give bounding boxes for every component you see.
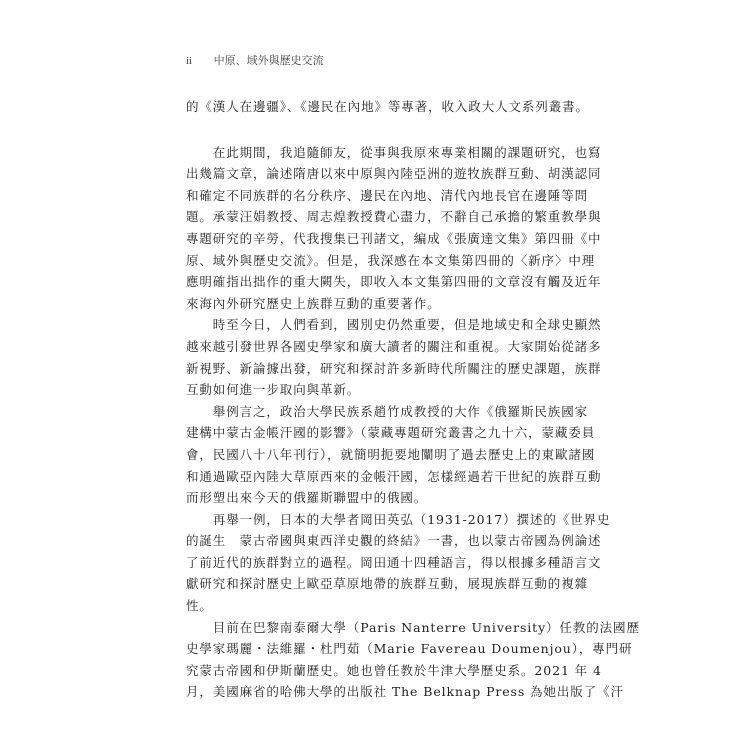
paragraph [186,142,602,315]
text-line: 互動如何進一步取向與革新。 [186,382,361,398]
text-line: 會，民國八十八年刊行），就簡明扼要地闡明了過去歷史上的東歐諸國 [186,446,596,462]
text-line: 史學家瑪麗・法維羅・杜門茹（Marie Favereau Doumenjou），專門研 [186,641,633,657]
text-line: 越來越引發世界各國史學家和廣大讀者的關注和重視。大家開始從諸多 [186,338,602,354]
text-line: 在此期間，我追隨師友，從事與我原來專業相關的課題研究，也寫 [186,144,602,160]
text-line: 而形塑出來今天的俄羅斯聯盟中的俄國。 [186,490,428,506]
paragraph [186,509,611,617]
text-line: 出幾篇文章，論述隋唐以來中原與內陸亞洲的遊牧族群互動、胡漢認同 [186,166,602,182]
text-line: 和確定不同族群的名分秩序、邊民在內地、清代內地長官在邊陲等問 [186,187,589,203]
text-line: 性。 [186,598,213,614]
paragraph [186,96,589,118]
page-number: ii [186,55,193,67]
text-line: 的《漢人在邊疆》、《邊民在內地》等專著，收入政大人文系列叢書。 [186,99,589,114]
paragraph-gap [186,118,576,142]
text-line: 來海內外研究歷史上族群互動的重要著作。 [186,295,441,311]
paragraph [186,401,602,509]
text-line: 題。承蒙汪娟教授、周志煌教授費心盡力，不辭自己承擔的繁重教學與 [186,209,602,225]
paragraph [186,617,640,703]
text-line: 目前在巴黎南泰爾大學（Paris Nanterre University）任教的法國歷 [186,619,640,635]
text-line: 了前近代的族群對立的過程。岡田通十四種語言，得以根據多種語言文 [186,554,602,570]
text-line: 獻研究和探討歷史上歐亞草原地帶的族群互動，展現族群互動的複雜 [186,576,589,592]
text-line: 建構中蒙古金帳汗國的影響》（蒙藏專題研究叢書之九十六，蒙藏委員 [186,425,596,441]
body-text [186,96,640,703]
running-header [186,52,324,68]
text-line: 新視野、新論據出發，研究和探討許多新時代所關注的歷史課題，族群 [186,360,602,376]
text-line: 的誕生 蒙古帝國與東西洋史觀的終結》一書，也以蒙古帝國為例論述 [186,533,602,549]
text-line: 再舉一例，日本的大學者岡田英弘（1931-2017）撰述的《世界史 [186,511,611,527]
text-line: 月，美國麻省的哈佛大學的出版社 The Belknap Press 為她出版了《汗 [186,684,624,700]
text-line: 原、域外與歷史交流》。但是，我深感在本文集第四冊的〈新序〉中理 [186,252,596,268]
text-line: 時至今日，人們看到，國別史仍然重要，但是地域史和全球史顯然 [186,317,602,333]
text-line: 應明確指出拙作的重大闕失，即收入本文集第四冊的文章沒有觸及近年 [186,274,602,290]
text-line: 和通過歐亞內陸大草原西來的金帳汗國，怎樣經過若干世紀的族群互動 [186,468,602,484]
running-header-title: 中原、域外與歷史交流 [213,54,324,67]
text-line: 究蒙古帝國和伊斯蘭歷史。她也曾任教於牛津大學歷史系。2021 年 4 [186,662,602,678]
text-line: 專題研究的辛勞，代我搜集已刊諸文，編成《張廣達文集》第四冊《中 [186,230,602,246]
paragraph [186,314,602,400]
text-line: 舉例言之，政治大學民族系趙竹成教授的大作《俄羅斯民族國家 [186,403,589,419]
